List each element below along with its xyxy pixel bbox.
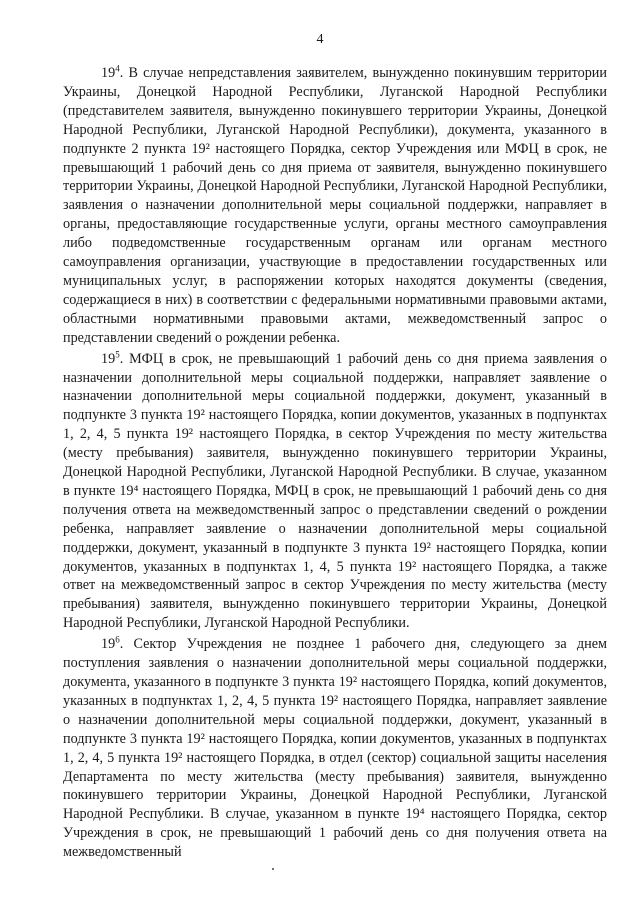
- paragraph-number-superscript: 6: [115, 634, 120, 645]
- paragraph-19-5: [63, 350, 607, 634]
- paragraph-number-superscript: 5: [115, 348, 120, 359]
- scan-speck: [272, 868, 274, 870]
- paragraph-number: 19: [101, 636, 116, 653]
- paragraph-text: . МФЦ в срок, не превышающий 1 рабочий день со дня приема заявления о назначении дополнительной меры социальной поддержки, направляет заявление о назначении дополнительной меры социальной поддержки, документ, указанный в подпункте 3 пункта 19² настоящего Порядка, копии документов, указанных в подпунктах 1, 2, 4, 5 пункта 19² настоящего Порядка, в сектор Учреждения по месту жительства (месту пребывания) заявителя, вынужденно покинувшего территории Украины, Донецкой Народной Республики, Луганской Народной Республики. В случае, указанном в пункте 19⁴ настоящего Порядка, МФЦ в срок, не превышающий 1 рабочий день со дня получения ответа на межведомственный запрос о представлении сведений о рождении ребенка, направляет заявление о назначении дополнительной меры социальной поддержки, документ, указанный в подпункте 3 пункта 19² настоящего Порядка, копии документов, указанных в подпунктах 1, 4, 5 пункта 19² настоящего Порядка, а также ответ на межведомственный запрос в сектор Учреждения по месту жительства (месту пребывания) заявителя, вынужденно покинувшего территории Украины, Донецкой Народной Республики, Луганской Народной Республики.: [63, 350, 607, 632]
- paragraph-19-6: [63, 635, 607, 862]
- paragraph-text: . Сектор Учреждения не позднее 1 рабочего дня, следующего за днем поступления заявления о назначении дополнительной меры социальной поддержки, документа, указанного в подпункте 3 пункта 19² настоящего Порядка, копий документов, указанных в подпунктах 1, 2, 4, 5 пункта 19² настоящего Порядка, направляет заявление о назначении дополнительной меры социальной поддержки, документ, указанный в подпункте 3 пункта 19² настоящего Порядка, копии документов, указанных в подпунктах 1, 2, 4, 5 пункта 19² настоящего Порядка, в отдел (сектор) социальной защиты населения Департамента по месту жительства (месту пребывания) заявителя, вынужденно покинувшего территории Украины, Донецкой Народной Республики, Луганской Народной Республики. В случае, указанном в пункте 19⁴ настоящего Порядка, сектор Учреждения в срок, не превышающий 1 рабочий день со дня получения ответа на межведомственный: [63, 636, 607, 861]
- paragraph-text: . В случае непредставления заявителем, вынужденно покинувшим территории Украины, Донецкой Народной Республики, Луганской Народной Республики (представителем заявителя, вынужденно покинувшего территории Украины, Донецкой Народной Республики, Луганской Народной Республики), документа, указанного в подпункте 2 пункта 19² настоящего Порядка, сектор Учреждения или МФЦ в срок, не превышающий 1 рабочий день со дня приема от заявителя, вынужденно покинувшего территории Украины, Донецкой Народной Республики, Луганской Народной Республики, заявления о назначении дополнительной меры социальной поддержки, направляет в органы, предоставляющие государственные услуги, органы местного самоуправления либо подведомственные государственным органам или органам местного самоуправления организации, участвующие в предоставлении государственных или муниципальных услуг, в распоряжении которых находятся документы (сведения, содержащиеся в них) в соответствии с федеральными нормативными правовыми актами, областными нормативными правовыми актами, межведомственный запрос о представлении сведений о рождении ребенка.: [63, 65, 607, 346]
- paragraph-19-4: [63, 64, 607, 348]
- paragraph-number: 19: [101, 350, 116, 367]
- paragraph-number-superscript: 4: [115, 63, 120, 74]
- page-number: 4: [316, 32, 324, 47]
- paragraph-number: 19: [101, 65, 116, 81]
- document-body: [63, 64, 607, 864]
